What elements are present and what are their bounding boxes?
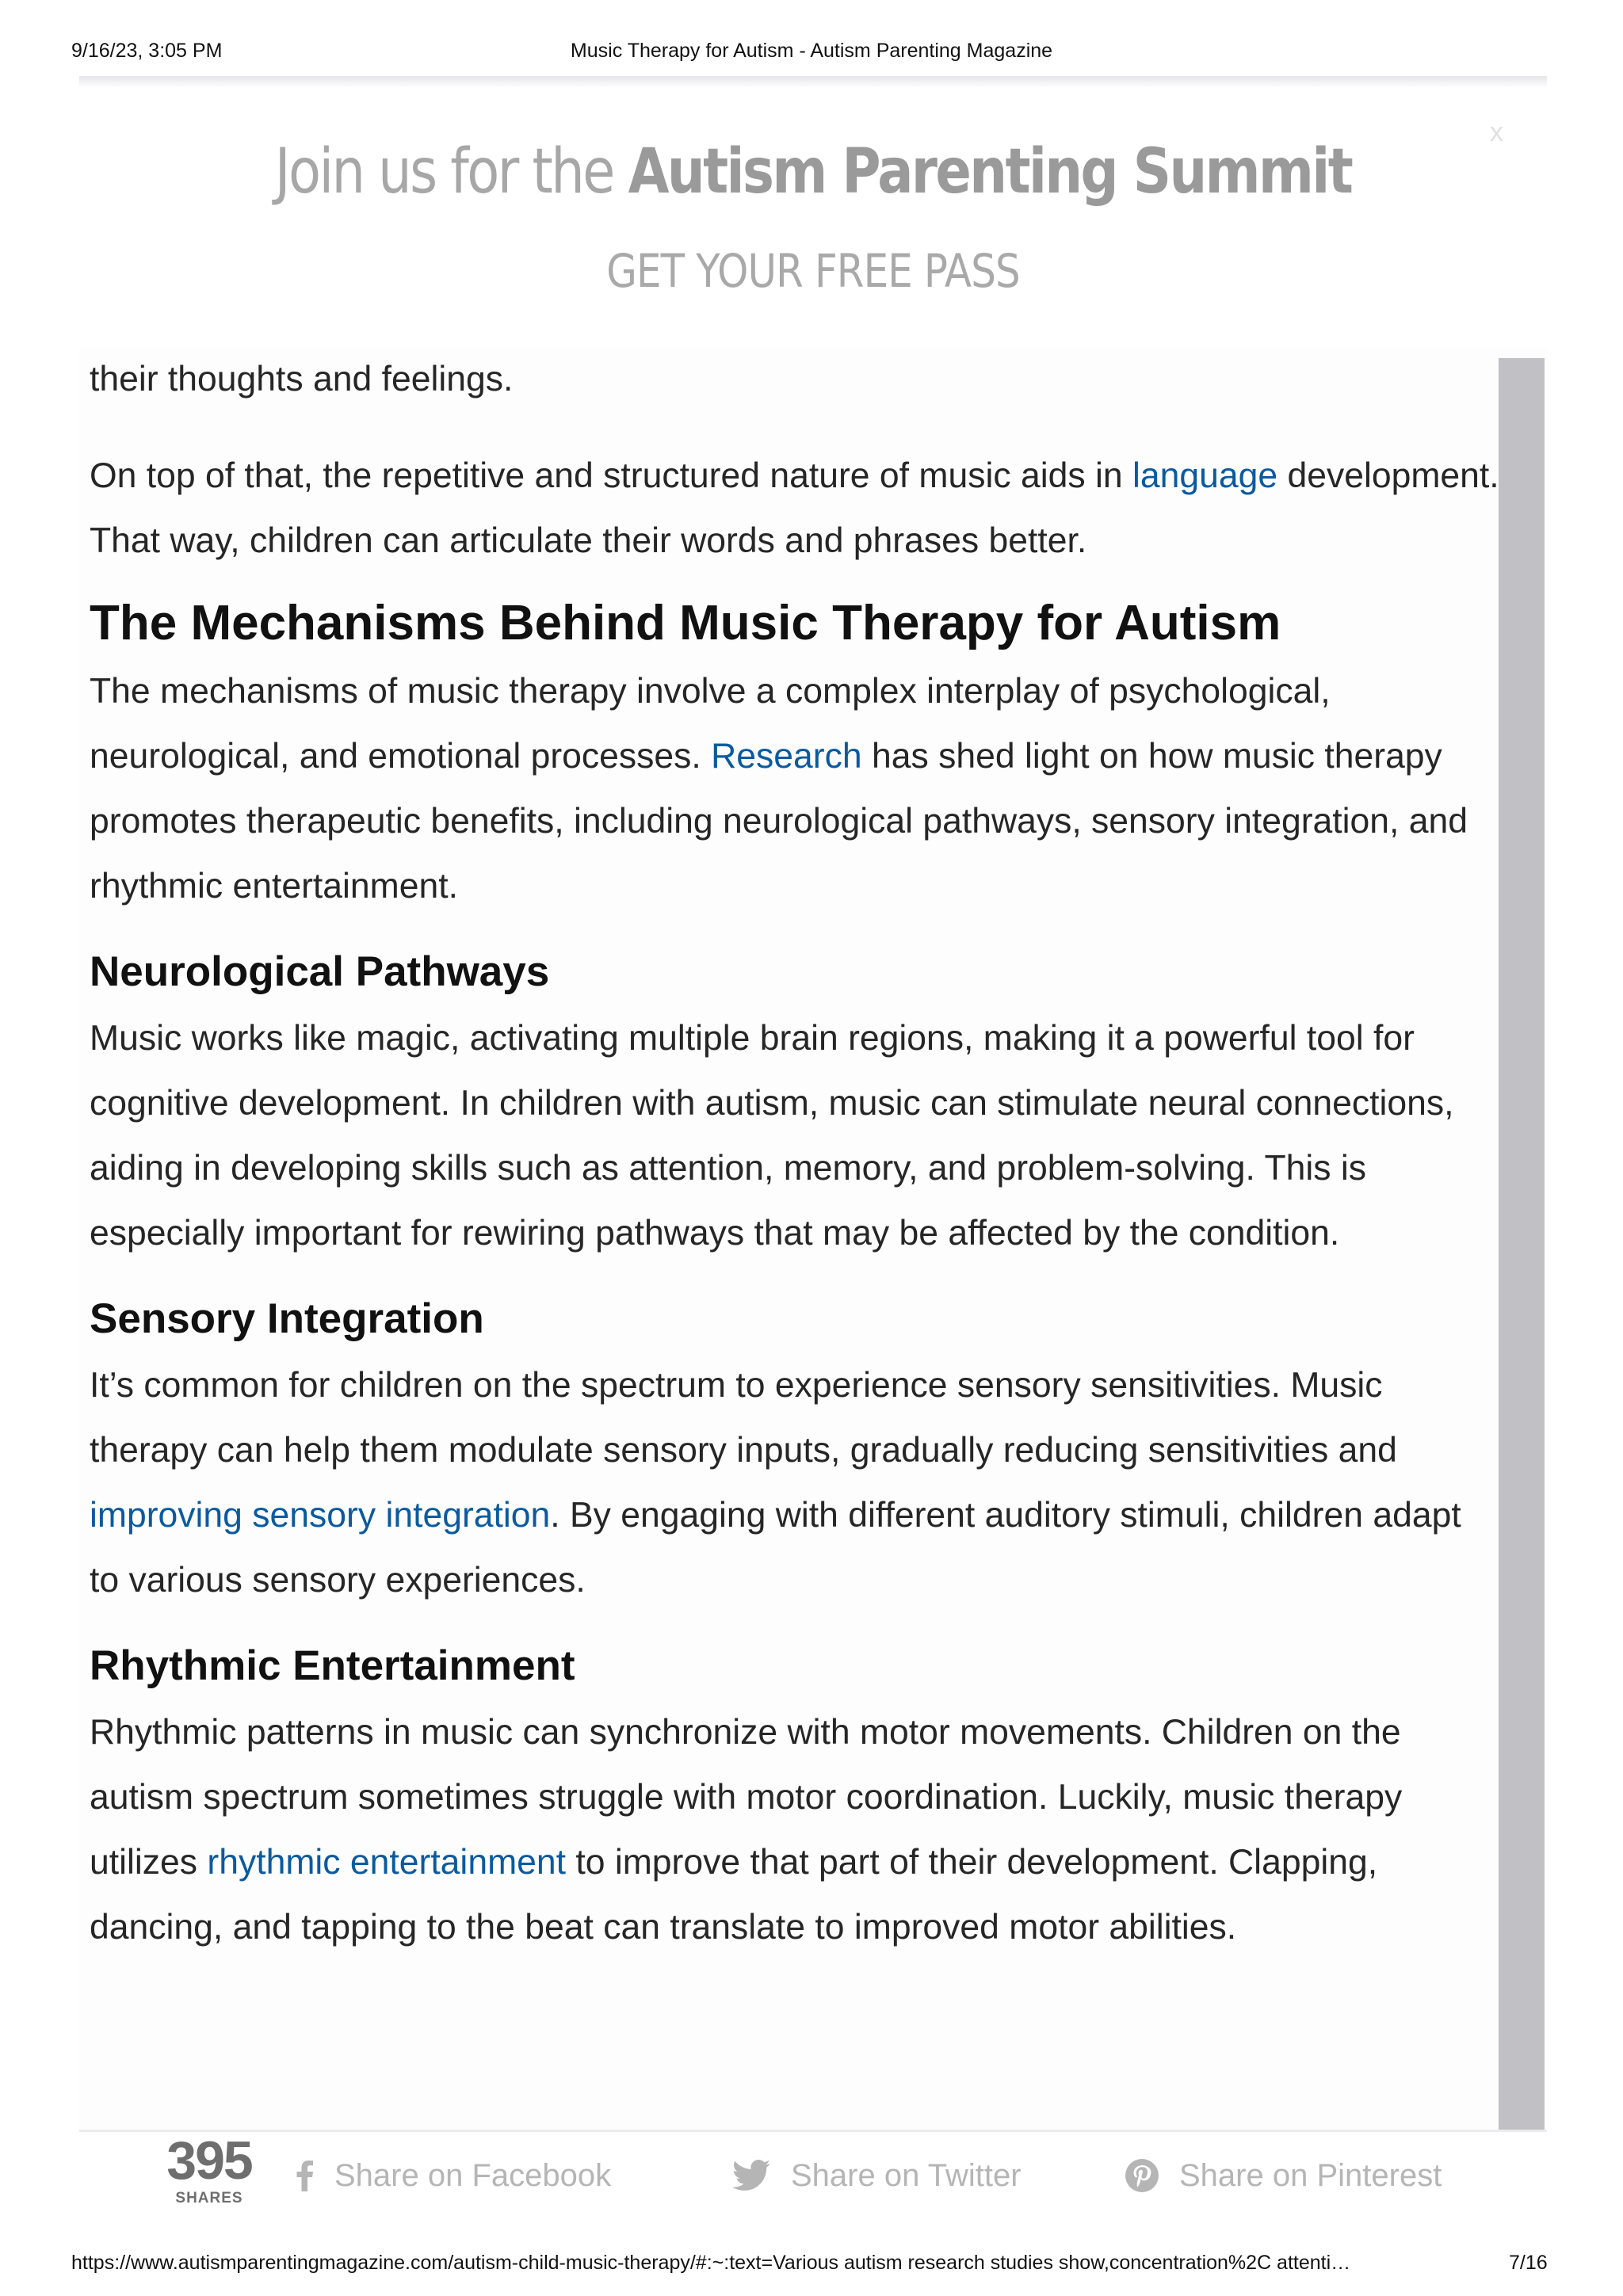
research-link[interactable]: Research xyxy=(711,737,862,776)
print-header xyxy=(0,40,1623,68)
intro-tail-paragraph: their thoughts and feelings. xyxy=(90,360,514,399)
language-text-before: On top of that, the repetitive and structured nature of music aids in xyxy=(90,456,1132,495)
mechanisms-text-after: has shed light on how music therapy promotes therapeutic benefits, including neurological pathways, sensory integration, and rhythmic entertainment. xyxy=(90,737,1468,906)
article-body xyxy=(90,347,1500,1960)
rhythmic-text-before: Rhythmic patterns in music can synchronize with motor movements. Children on the autism spectrum sometimes struggle with motor coordination. Luckily, music therapy utilizes xyxy=(90,1713,1403,1882)
print-page-number: 7/16 xyxy=(1509,2252,1548,2274)
scrollbar-thumb[interactable] xyxy=(1499,358,1545,2130)
share-count-label: SHARES xyxy=(175,2190,243,2206)
print-url: https://www.autismparentingmagazine.com/autism-child-music-therapy/#:~:text=Various autism research studies show,concentration%2C attenti… xyxy=(71,2252,1351,2274)
share-twitter-label: Share on Twitter xyxy=(791,2157,1022,2193)
banner-headline[interactable] xyxy=(182,136,1445,208)
banner-headline-prefix: Join us for the xyxy=(274,136,628,208)
language-link[interactable]: language xyxy=(1132,456,1278,495)
free-pass-link[interactable]: GET YOUR FREE PASS xyxy=(606,244,1020,298)
pinterest-icon xyxy=(1125,2159,1159,2192)
neurological-paragraph: Music works like magic, activating multiple brain regions, making it a powerful tool for cognitive development. In children with autism, music can stimulate neural connections, aiding in developing skills such as attention, memory, and problem-solving. This is especially important for rewiring pathways that may be affected by the condition. xyxy=(90,1019,1454,1253)
sensory-paragraph xyxy=(90,1353,1500,1613)
rhythmic-heading: Rhythmic Entertainment xyxy=(90,1642,575,1689)
print-datetime: 9/16/23, 3:05 PM xyxy=(71,40,223,62)
rhythmic-entertainment-link[interactable]: rhythmic entertainment xyxy=(207,1843,566,1882)
sensory-text-before: It’s common for children on the spectrum to experience sensory sensitivities. Music therapy can help them modulate sensory inputs, gradually reducing sensitivities and xyxy=(90,1366,1397,1470)
neurological-heading: Neurological Pathways xyxy=(90,948,550,995)
share-pinterest-button[interactable] xyxy=(1125,2153,1442,2198)
banner-close-button[interactable]: x xyxy=(1490,117,1503,147)
print-footer xyxy=(0,2252,1623,2280)
facebook-icon xyxy=(296,2160,314,2191)
banner-headline-emphasis: Autism Parenting Summit xyxy=(628,136,1352,208)
share-count xyxy=(158,2131,260,2207)
sensory-heading: Sensory Integration xyxy=(90,1295,484,1342)
mechanisms-heading: The Mechanisms Behind Music Therapy for Autism xyxy=(90,596,1281,650)
share-twitter-button[interactable] xyxy=(732,2153,1022,2198)
sensory-text-after: . By engaging with different auditory stimuli, children adapt to various sensory experiences. xyxy=(90,1496,1461,1600)
language-paragraph xyxy=(90,444,1500,574)
share-facebook-label: Share on Facebook xyxy=(334,2157,612,2193)
rhythmic-paragraph xyxy=(90,1700,1500,1960)
mechanisms-paragraph xyxy=(90,659,1500,919)
share-count-number: 395 xyxy=(166,2130,252,2191)
print-page-title: Music Therapy for Autism - Autism Parenting Magazine xyxy=(570,40,1053,62)
sensory-integration-link[interactable]: improving sensory integration xyxy=(90,1496,551,1535)
share-facebook-button[interactable] xyxy=(296,2153,611,2198)
language-text-after: development. That way, children can articulate their words and phrases better. xyxy=(90,456,1499,560)
twitter-icon xyxy=(732,2160,770,2191)
summit-banner[interactable] xyxy=(79,87,1547,349)
header-shadow xyxy=(79,76,1547,87)
rhythmic-text-after: to improve that part of their development. Clapping, dancing, and tapping to the beat can translate to improved motor abilities. xyxy=(90,1843,1378,1947)
mechanisms-text-before: The mechanisms of music therapy involve a complex interplay of psychological, neurological, and emotional processes. xyxy=(90,672,1331,776)
share-pinterest-label: Share on Pinterest xyxy=(1179,2157,1442,2193)
